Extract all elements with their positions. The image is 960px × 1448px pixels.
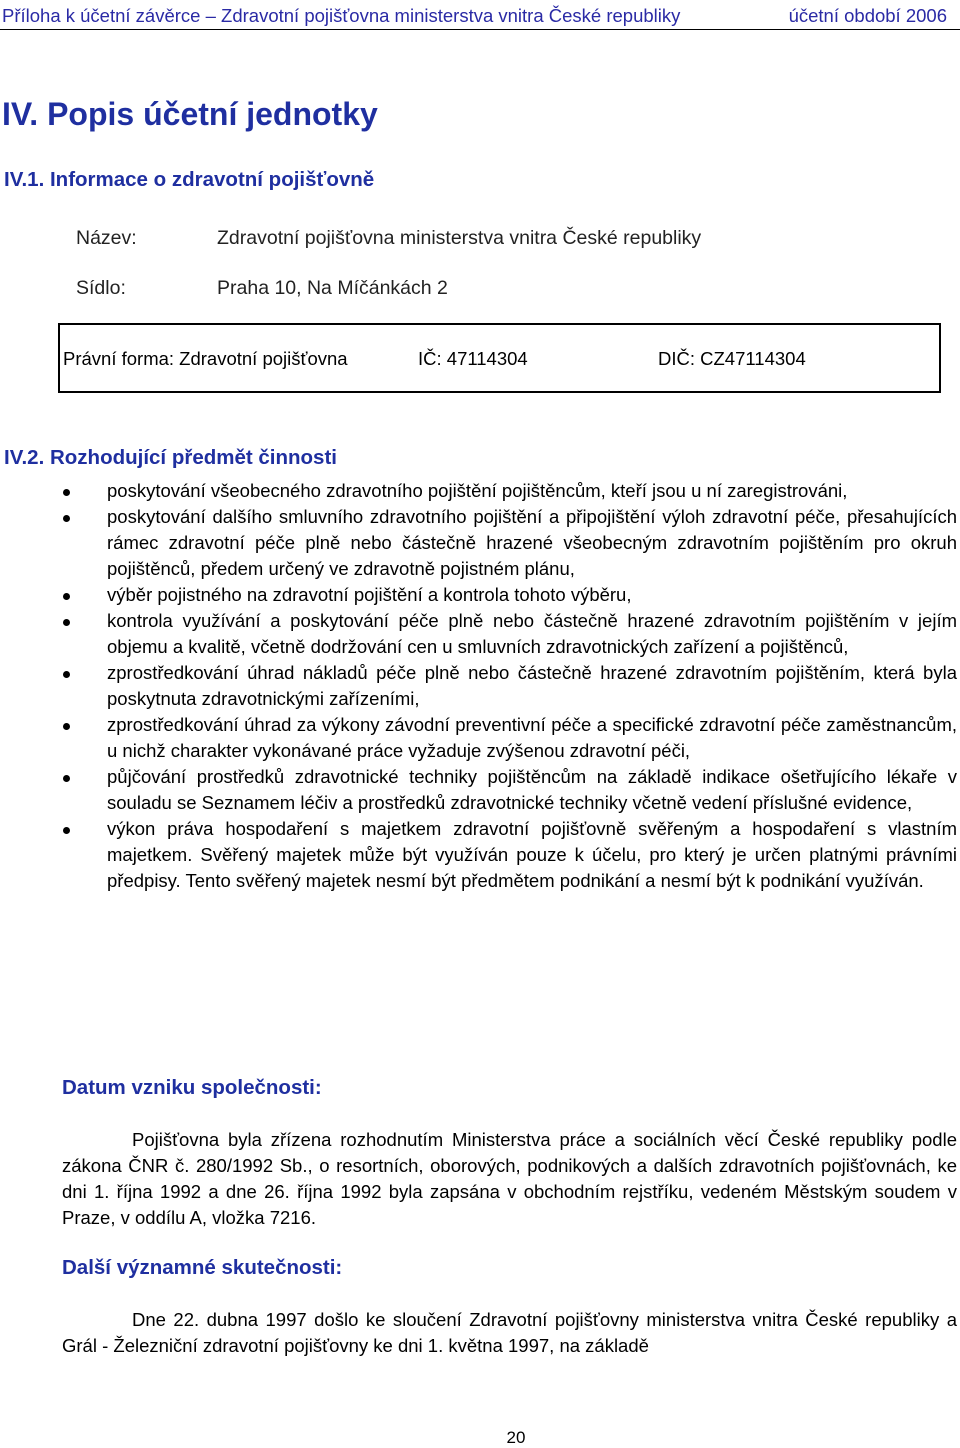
list-item: kontrola využívání a poskytování péče plně nebo částečně hrazené zdravotním pojištěním v jejím objemu a kvalitě, včetně dodržování cen u smluvních zdravotnických zařízení a pojištěnců, — [107, 608, 957, 660]
list-item: výkon práva hospodaření s majetkem zdravotní pojišťovně svěřeným a hospodaření s vlastním majetkem. Svěřený majetek může být využíván pouze k účelu, pro který je určen platnými právními předpisy. Tento svěřený majetek nesmí být předmětem podnikání a nesmí být k podnikání využíván. — [107, 816, 957, 894]
company-id: IČ: 47114304 — [418, 348, 528, 369]
name-label: Název: — [76, 227, 137, 249]
page-title: IV. Popis účetní jednotky — [2, 96, 378, 132]
seat-value: Praha 10, Na Míčánkách 2 — [217, 277, 448, 299]
tax-id: DIČ: CZ47114304 — [658, 348, 806, 369]
bullet-icon — [63, 489, 70, 496]
section2-heading: IV.2. Rozhodující předmět činnosti — [4, 446, 337, 469]
section1-heading: IV.1. Informace o zdravotní pojišťovně — [4, 168, 375, 191]
list-item: poskytování všeobecného zdravotního pojištění pojištěncům, kteří jsou u ní zaregistrováni, — [107, 478, 957, 504]
bullet-icon — [63, 775, 70, 782]
legal-form: Právní forma: Zdravotní pojišťovna — [63, 348, 348, 369]
page-number: 20 — [506, 1428, 526, 1447]
founding-paragraph: Pojišťovna byla zřízena rozhodnutím Ministerstva práce a sociálních věcí České republiky podle zákona ČNR č. 280/1992 Sb., o resortních, oborových, podnikových a dalších zdravotních pojišťovnách, ke dni 1. října 1992 a dne 26. října 1992 byla zapsána v obchodním rejstříku, vedeném Městským soudem v Praze, v oddílu A, vložka 7216. — [62, 1129, 957, 1228]
bullet-icon — [63, 515, 70, 522]
identification-box — [58, 323, 941, 393]
bullet-icon — [63, 593, 70, 600]
seat-label: Sídlo: — [76, 277, 126, 299]
bullet-icon — [63, 827, 70, 834]
other-facts-paragraph: Dne 22. dubna 1997 došlo ke sloučení Zdravotní pojišťovny ministerstva vnitra České republiky a Grál - Železniční zdravotní pojišťovny ke dni 1. května 1997, na základě — [62, 1309, 957, 1356]
bullet-icon — [63, 619, 70, 626]
bullet-icon — [63, 671, 70, 678]
other-facts-heading: Další významné skutečnosti: — [62, 1256, 343, 1279]
bullet-icon — [63, 723, 70, 730]
name-value: Zdravotní pojišťovna ministerstva vnitra České republiky — [217, 227, 702, 249]
list-item: výběr pojistného na zdravotní pojištění a kontrola tohoto výběru, — [107, 582, 957, 608]
list-item: poskytování dalšího smluvního zdravotního pojištění a připojištění výloh zdravotní péče, přesahujících rámec zdravotní péče plně nebo částečně hrazené všeobecným zdravotním pojištěním pro okruh pojištěnců, předem určený ve zdravotně pojistném plánu, — [107, 504, 957, 582]
activities-list — [0, 478, 960, 894]
list-item: půjčování prostředků zdravotnické techniky pojištěncům na základě indikace ošetřujícího lékaře v souladu se Seznamem léčiv a prostředků zdravotnické techniky včetně vedení příslušné evidence, — [107, 764, 957, 816]
page-header — [0, 3, 960, 30]
list-item: zprostředkování úhrad za výkony závodní preventivní péče a specifické zdravotní péče zaměstnancům, u nichž charakter vykonávané práce vyžaduje zvýšenou zdravotní péči, — [107, 712, 957, 764]
list-item: zprostředkování úhrad nákladů péče plně nebo částečně hrazené zdravotním pojištěním, která byla poskytnuta zdravotnickými zařízeními, — [107, 660, 957, 712]
header-document-title: Příloha k účetní závěrce – Zdravotní pojišťovna ministerstva vnitra České republiky — [2, 5, 681, 26]
header-accounting-period: účetní období 2006 — [788, 5, 947, 26]
founding-heading: Datum vzniku společnosti: — [62, 1076, 322, 1099]
